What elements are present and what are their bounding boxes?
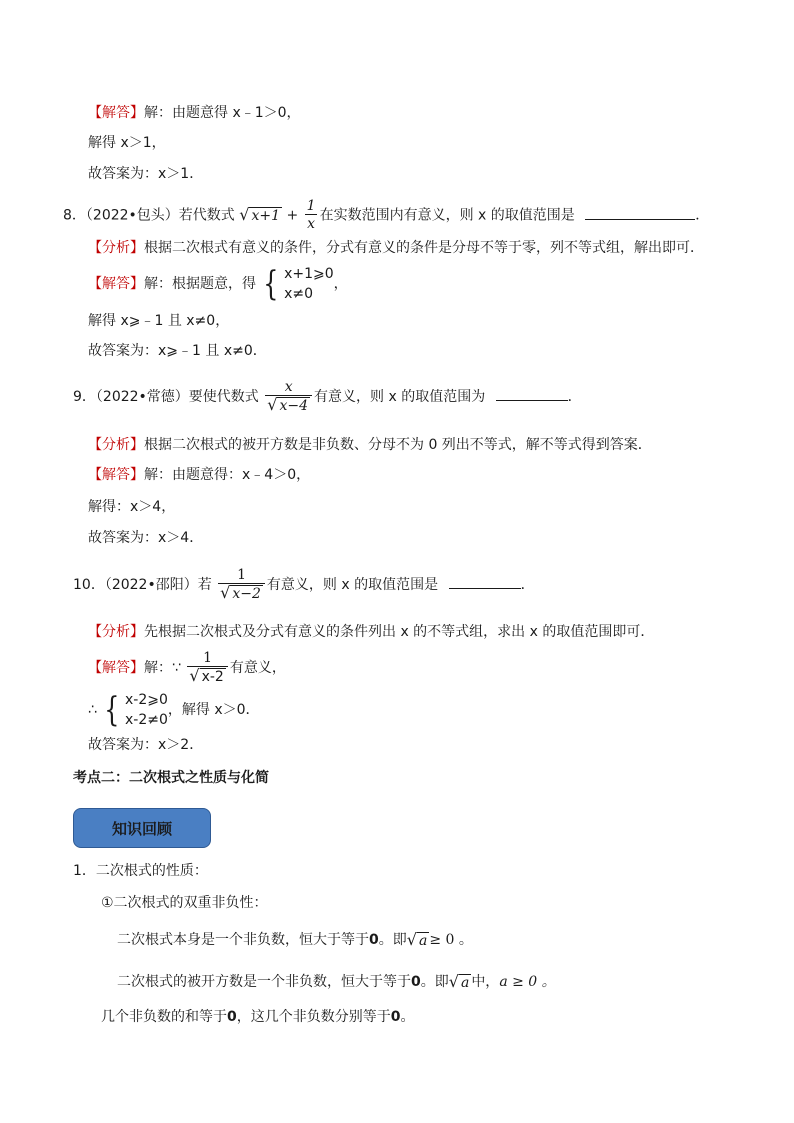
q10-fraction: 1 √ x−2	[218, 567, 265, 603]
q9-tail: 有意义，则 x 的取值范围为	[314, 389, 486, 405]
q10-answer-line	[88, 648, 286, 688]
q8-sqrt: √ x+1	[239, 205, 281, 224]
q10-sqrt-body: x−2	[232, 586, 261, 602]
property-3: 几个非负数的和等于0，这几个非负数分别等于0。	[101, 1009, 415, 1025]
therefore-symbol: ∴	[88, 702, 97, 718]
q10-tail: 有意义，则 x 的取值范围是	[266, 577, 439, 593]
analysis-tag: 【分析】	[88, 624, 144, 640]
q10-system-line	[88, 688, 260, 732]
q9-analysis-text: 根据二次根式的被开方数是非负数、分母不为 0 列出不等式，解不等式得到答案．	[144, 437, 652, 453]
q10-system-post: ，解得 x＞0．	[167, 702, 260, 718]
q9-analysis-line	[88, 435, 652, 455]
q8-system-row2: x≠0	[284, 286, 314, 302]
q10-source: （2022•邵阳）若	[104, 577, 212, 593]
answer-tag: 【解答】	[88, 467, 144, 483]
analysis-tag: 【分析】	[88, 437, 144, 453]
q10-question	[73, 565, 535, 605]
q8-answer-pre: 解：根据题意，得	[144, 276, 256, 292]
q10-answer-blank	[449, 576, 521, 589]
analysis-tag: 【分析】	[88, 240, 144, 256]
q10-answer-pre: 解：∵	[144, 660, 181, 676]
q10-inequality-system: { x-2⩾0 x-2≠0	[104, 690, 168, 730]
property-1: 二次根式本身是一个非负数，恒大于等于0。即 √ a ≥ 0 。	[117, 929, 473, 949]
q9-answer-line	[88, 465, 310, 485]
q8-number: 8．	[63, 207, 86, 224]
knowledge-review-badge: 知识回顾	[73, 808, 211, 848]
q8-inequality-system: { x+1⩾0 x≠0	[263, 264, 334, 304]
q9-final-line: 故答案为：x＞4．	[88, 530, 204, 546]
q8-answer-post: ，	[333, 276, 348, 292]
q8-source: （2022•包头）若代数式	[85, 207, 235, 224]
q10-final-line: 故答案为：x＞2．	[88, 737, 204, 753]
q9-solve-line: 解得：x＞4，	[88, 499, 176, 515]
q7-solve-line: 解得 x＞1，	[88, 135, 166, 151]
q8-final-line: 故答案为：x⩾﹣1 且 x≠0．	[88, 343, 267, 359]
q9-answer-text: 解：由题意得：x﹣4＞0，	[144, 467, 311, 483]
property-2: 二次根式的被开方数是一个非负数，恒大于等于0。即 √ a 中，a ≥ 0 。	[117, 971, 556, 991]
q8-answer-line	[88, 262, 348, 306]
q10-analysis-line	[88, 622, 654, 642]
q10-system-row1: x-2⩾0	[125, 692, 168, 708]
double-nonneg-title: ①二次根式的双重非负性：	[101, 895, 268, 911]
q8-question	[63, 198, 709, 233]
q10-answer-post: 有意义，	[229, 660, 286, 676]
q9-sqrt-body: x−4	[279, 398, 309, 414]
q10-answer-fraction: 1 √ x-2	[187, 650, 227, 686]
q8-analysis-line	[88, 238, 704, 258]
q9-fraction: x √ x−4	[265, 379, 312, 415]
q10-analysis-text: 先根据二次根式及分式有意义的条件列出 x 的不等式组，求出 x 的取值范围即可．	[144, 624, 655, 640]
knowledge-heading: 1．二次根式的性质：	[73, 863, 208, 879]
sqrt-a: √ a	[406, 929, 428, 949]
q8-analysis-text: 根据二次根式有意义的条件，分式有意义的条件是分母不等于零，列不等式组，解出即可．	[144, 240, 704, 256]
answer-tag: 【解答】	[88, 276, 144, 292]
q10-system-row2: x-2≠0	[125, 712, 168, 728]
q8-plus: +	[286, 207, 299, 224]
q7-answer-text: 解：由题意得 x﹣1＞0，	[144, 105, 301, 121]
q8-system-row1: x+1⩾0	[284, 266, 334, 282]
q9-number: 9．	[73, 389, 96, 405]
q9-answer-blank	[496, 388, 568, 401]
q8-end: ．	[695, 207, 710, 224]
section-heading: 考点二：二次根式之性质与化简	[73, 770, 269, 786]
q8-answer-blank	[585, 207, 695, 220]
q9-source: （2022•常德）要使代数式	[95, 389, 259, 405]
q9-end: ．	[567, 389, 582, 405]
q7-answer-line	[88, 103, 301, 123]
answer-tag: 【解答】	[88, 660, 144, 676]
q7-final-line: 故答案为：x＞1．	[88, 166, 204, 182]
q8-fraction: $\frac{1}{x}$	[306, 198, 316, 232]
q10-number: 10．	[73, 577, 105, 593]
q8-tail: 在实数范围内有意义，则 x 的取值范围是	[319, 207, 575, 224]
answer-tag: 【解答】	[88, 105, 144, 121]
q8-solve-line: 解得 x⩾﹣1 且 x≠0，	[88, 313, 230, 329]
q9-question	[73, 377, 582, 417]
q10-end: ．	[520, 577, 535, 593]
sqrt-a: √ a	[448, 971, 470, 991]
